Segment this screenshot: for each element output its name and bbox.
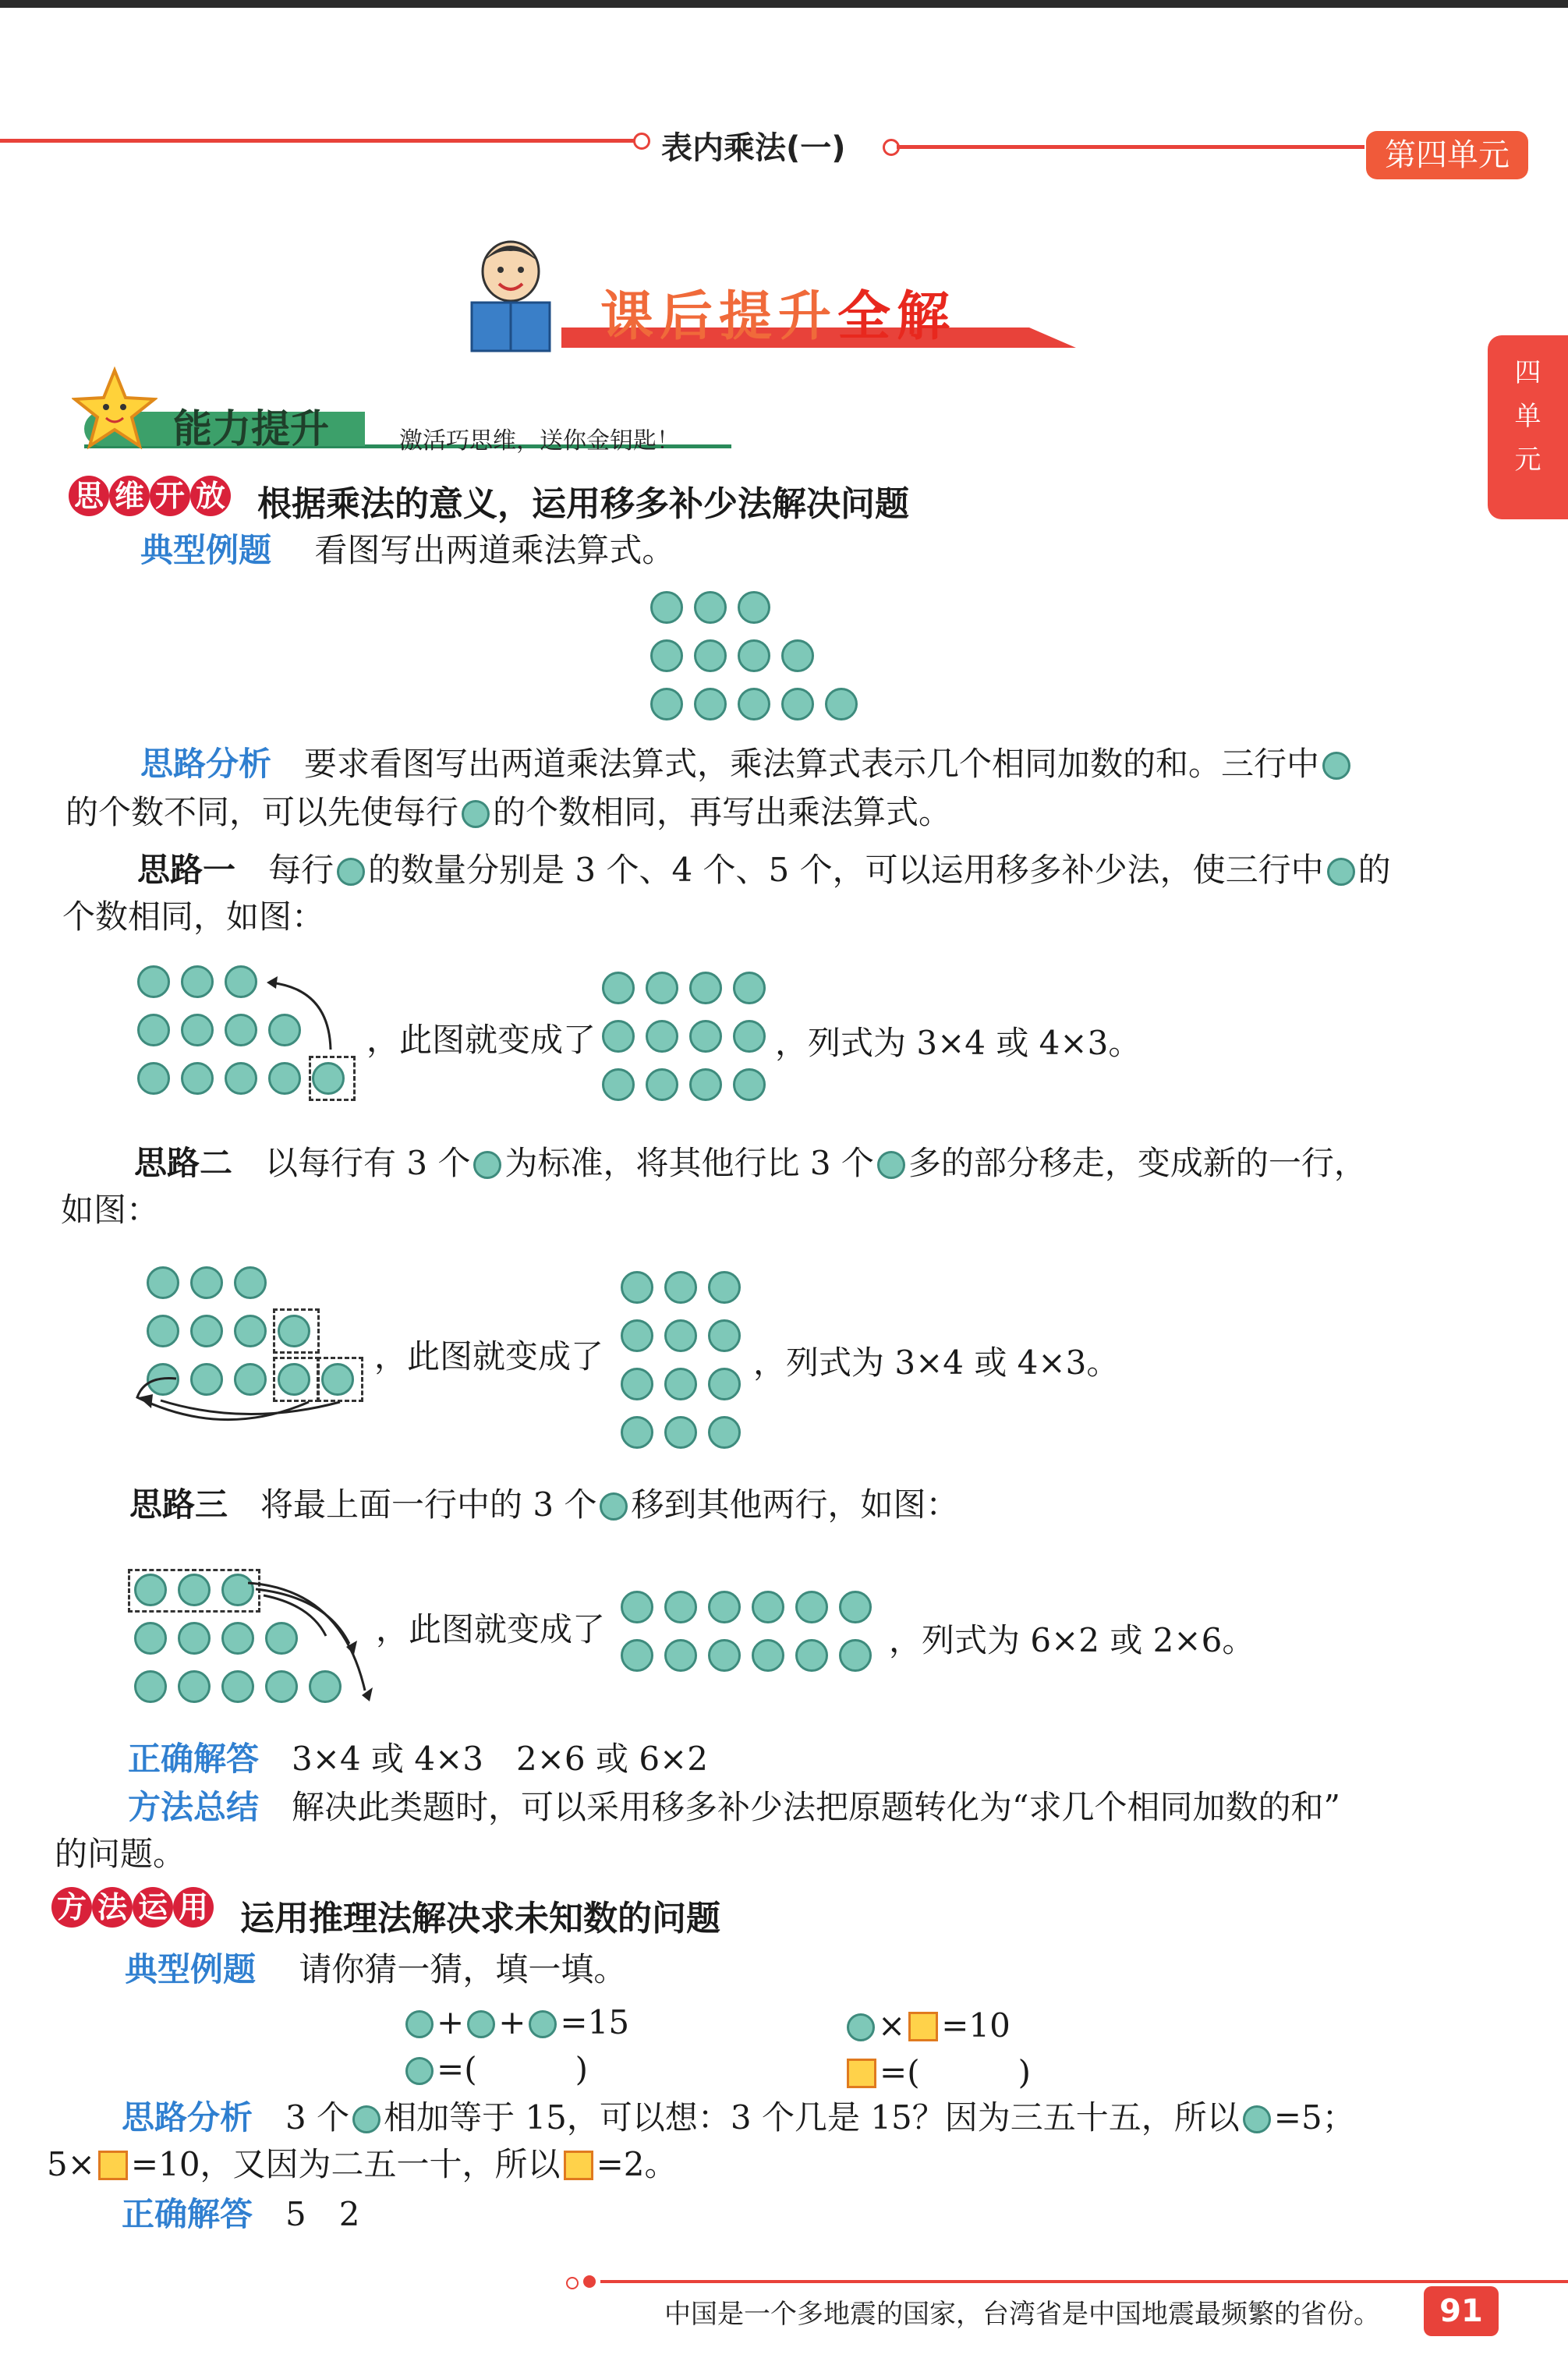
star-icon bbox=[72, 366, 158, 455]
square-icon bbox=[98, 2151, 128, 2180]
analysis-text: 3 个 bbox=[285, 2098, 350, 2137]
dot bbox=[664, 1319, 697, 1352]
dot bbox=[738, 591, 770, 624]
side-tab-char: 四 bbox=[1514, 357, 1541, 388]
analysis-text: =10，又因为二五一十，所以 bbox=[130, 2145, 561, 2183]
side-tab-char: 元 bbox=[1514, 444, 1541, 476]
dot bbox=[664, 1639, 697, 1672]
dot bbox=[689, 1020, 722, 1053]
banner-title bbox=[600, 274, 956, 350]
analysis-text: =5； bbox=[1273, 2098, 1355, 2137]
idea2-becomes: ，此图就变成了 bbox=[374, 1337, 604, 1375]
banner-title-part1: 课后提升 bbox=[600, 286, 838, 348]
answer-label: 正确解答 bbox=[128, 1740, 260, 1778]
analysis-text: 要求看图写出两道乘法算式，乘法算式表示几个相同加数的和。三行中 bbox=[304, 745, 1320, 783]
circle-icon bbox=[352, 2105, 380, 2133]
section2-tag-char: 用 bbox=[173, 1887, 214, 1928]
side-tab bbox=[1488, 335, 1568, 519]
summary-text: 解决此类题时，可以采用移多补少法把原题转化为“求几个相同加数的和” bbox=[292, 1788, 1340, 1826]
dot bbox=[646, 1020, 678, 1053]
dot bbox=[225, 1014, 257, 1046]
dot bbox=[752, 1639, 784, 1672]
circle-icon bbox=[1327, 858, 1355, 886]
ability-slogan: 激活巧思维，送你金钥匙！ bbox=[399, 427, 680, 455]
dot bbox=[664, 1591, 697, 1623]
section1-answer bbox=[128, 1736, 708, 1783]
dot bbox=[225, 1062, 257, 1095]
dot bbox=[137, 1014, 170, 1046]
banner-title-part2: 全解 bbox=[837, 286, 957, 348]
analysis-text: 的个数不同，可以先使每行 bbox=[65, 793, 459, 831]
dot bbox=[738, 688, 770, 720]
section2-tag-char: 法 bbox=[92, 1887, 133, 1928]
dot bbox=[602, 1020, 635, 1053]
section1-tag bbox=[69, 476, 231, 516]
dot bbox=[268, 1062, 301, 1095]
dot bbox=[733, 1068, 766, 1101]
square-icon bbox=[564, 2151, 593, 2180]
idea1-formula: ，列式为 3×4 或 4×3。 bbox=[775, 1024, 1141, 1062]
dot bbox=[234, 1315, 267, 1347]
dot bbox=[825, 688, 858, 720]
equation-1 bbox=[402, 1999, 629, 2046]
section1-analysis-2 bbox=[65, 789, 951, 836]
square-icon bbox=[847, 2059, 876, 2088]
answer-text: 5 2 bbox=[285, 2195, 360, 2233]
section2-heading: 运用推理法解决求未知数的问题 bbox=[240, 1899, 720, 1938]
section1-tag-char: 放 bbox=[190, 476, 231, 516]
dot bbox=[781, 639, 814, 672]
section1-summary-2 bbox=[55, 1831, 186, 1878]
circle-icon bbox=[467, 2010, 495, 2038]
dot bbox=[621, 1368, 653, 1400]
chapter-title: 表内乘法(一) bbox=[661, 130, 846, 166]
dot bbox=[795, 1639, 828, 1672]
dot bbox=[602, 1068, 635, 1101]
section2-analysis-2 bbox=[47, 2141, 677, 2188]
section1-tag-char: 思 bbox=[69, 476, 109, 516]
dot bbox=[708, 1639, 741, 1672]
answer-label: 正确解答 bbox=[122, 2195, 253, 2233]
idea3-text: 将最上面一行中的 3 个 bbox=[260, 1485, 597, 1524]
section1-summary bbox=[128, 1784, 1340, 1831]
dot bbox=[134, 1622, 167, 1655]
dot bbox=[694, 591, 727, 624]
analysis-text: 的个数相同，再写出乘法算式。 bbox=[493, 793, 952, 831]
idea2-text: 为标准，将其他行比 3 个 bbox=[504, 1144, 874, 1182]
dot bbox=[621, 1416, 653, 1449]
dot bbox=[664, 1368, 697, 1400]
section2-analysis bbox=[122, 2094, 1355, 2141]
footer-dot bbox=[566, 2277, 579, 2289]
dashed-box bbox=[309, 1056, 356, 1101]
idea3-formula: ，列式为 6×2 或 2×6。 bbox=[889, 1621, 1255, 1659]
answer-blank-1 bbox=[402, 2046, 588, 2093]
blank-text: =( ) bbox=[437, 2050, 588, 2088]
idea1-becomes: ，此图就变成了 bbox=[366, 1021, 596, 1059]
dot bbox=[621, 1639, 653, 1672]
header-rule-right bbox=[897, 145, 1364, 149]
idea1-text: 每行 bbox=[268, 851, 334, 889]
plus-sign: + bbox=[498, 2003, 526, 2041]
blank-text: =( ) bbox=[880, 2053, 1031, 2091]
arrow-icon bbox=[248, 1574, 388, 1722]
dot bbox=[689, 972, 722, 1004]
idea1-text: 的数量分别是 3 个、4 个、5 个，可以运用移多补少法，使三行中 bbox=[368, 851, 1324, 889]
dot bbox=[147, 1266, 179, 1299]
footer-rule bbox=[600, 2280, 1568, 2283]
dot bbox=[795, 1591, 828, 1623]
circle-icon bbox=[1243, 2105, 1271, 2133]
side-tab-char: 单 bbox=[1514, 401, 1541, 432]
circle-icon bbox=[600, 1492, 628, 1521]
dot bbox=[178, 1622, 211, 1655]
circle-icon bbox=[405, 2010, 434, 2038]
idea1-figure-right bbox=[602, 972, 766, 1117]
dot bbox=[708, 1271, 741, 1304]
dot bbox=[181, 1014, 214, 1046]
example-text: 看图写出两道乘法算式。 bbox=[314, 531, 675, 569]
dot bbox=[147, 1315, 179, 1347]
example-dot-grid bbox=[650, 591, 858, 736]
idea2-text: 以每行有 3 个 bbox=[265, 1144, 471, 1182]
idea1-text: 个数相同，如图： bbox=[62, 897, 325, 936]
equation-2 bbox=[844, 2002, 1011, 2049]
section1-example bbox=[140, 527, 674, 574]
dot bbox=[646, 1068, 678, 1101]
idea2-text: 多的部分移走，变成新的一行， bbox=[908, 1144, 1367, 1182]
dot bbox=[664, 1416, 697, 1449]
dot bbox=[621, 1271, 653, 1304]
dashed-box bbox=[128, 1569, 260, 1613]
dot bbox=[650, 591, 683, 624]
circle-icon bbox=[847, 2013, 875, 2041]
ability-title: 能力提升 bbox=[173, 406, 329, 451]
dot bbox=[181, 965, 214, 998]
analysis-text: 5× bbox=[47, 2145, 95, 2183]
idea1-line bbox=[137, 847, 1391, 894]
plus-sign: + bbox=[437, 2003, 465, 2041]
dot bbox=[752, 1591, 784, 1623]
section2-tag bbox=[51, 1887, 214, 1928]
circle-icon bbox=[529, 2010, 557, 2038]
dot bbox=[190, 1315, 223, 1347]
idea1-line-2 bbox=[62, 894, 324, 940]
square-icon bbox=[908, 2012, 938, 2041]
idea3-text: 移到其他两行，如图： bbox=[631, 1485, 959, 1524]
equals-text: =15 bbox=[560, 2003, 630, 2041]
dot bbox=[839, 1639, 872, 1672]
circle-icon bbox=[473, 1151, 501, 1179]
circle-icon bbox=[1322, 752, 1350, 780]
idea3-figure-left bbox=[131, 1574, 388, 1722]
example-label: 典型例题 bbox=[140, 531, 272, 569]
idea3-figure-right bbox=[621, 1591, 872, 1687]
dot bbox=[134, 1670, 167, 1703]
times-sign: × bbox=[878, 2006, 906, 2045]
dot bbox=[733, 1020, 766, 1053]
reading-boy-icon bbox=[460, 234, 561, 359]
dot bbox=[708, 1416, 741, 1449]
section1-tag-char: 开 bbox=[150, 476, 190, 516]
circle-icon bbox=[405, 2057, 434, 2085]
dashed-box bbox=[273, 1308, 320, 1354]
page-number: 91 bbox=[1424, 2286, 1499, 2336]
dot bbox=[650, 688, 683, 720]
section1-analysis bbox=[140, 741, 1354, 788]
footer-note: 中国是一个多地震的国家，台湾省是中国地震最频繁的省份。 bbox=[664, 2299, 1380, 2330]
dot bbox=[178, 1670, 211, 1703]
section1-heading: 根据乘法的意义，运用移多补少法解决问题 bbox=[257, 484, 909, 524]
dot bbox=[602, 972, 635, 1004]
idea1-figure-left bbox=[137, 965, 371, 1106]
idea2-line bbox=[134, 1140, 1367, 1187]
dot bbox=[646, 972, 678, 1004]
section2-answer bbox=[122, 2191, 359, 2238]
idea2-label: 思路二 bbox=[134, 1144, 233, 1182]
equals-text: =10 bbox=[941, 2006, 1011, 2045]
dot bbox=[234, 1266, 267, 1299]
idea3-becomes: ，此图就变成了 bbox=[376, 1610, 606, 1648]
section2-tag-char: 运 bbox=[133, 1887, 173, 1928]
unit-badge: 第四单元 bbox=[1366, 131, 1528, 179]
circle-icon bbox=[337, 858, 365, 886]
idea2-figure-right bbox=[621, 1271, 741, 1464]
section2-example bbox=[125, 1946, 626, 1993]
dot bbox=[708, 1319, 741, 1352]
dot bbox=[137, 965, 170, 998]
idea2-text: 如图： bbox=[61, 1191, 160, 1229]
top-edge bbox=[0, 0, 1568, 8]
arrow-icon bbox=[254, 965, 348, 1059]
circle-icon bbox=[462, 800, 490, 828]
dot bbox=[781, 688, 814, 720]
header-rule-dot-left bbox=[633, 133, 650, 150]
dot bbox=[839, 1591, 872, 1623]
circle-icon bbox=[877, 1151, 905, 1179]
example-text: 请你猜一猜，填一填。 bbox=[299, 1950, 627, 1988]
dot bbox=[694, 688, 727, 720]
dot bbox=[733, 972, 766, 1004]
idea2-figure-left bbox=[129, 1266, 387, 1422]
idea1-text: 的 bbox=[1357, 851, 1391, 889]
summary-label: 方法总结 bbox=[128, 1788, 260, 1826]
dot bbox=[708, 1591, 741, 1623]
dot bbox=[708, 1368, 741, 1400]
dot bbox=[621, 1591, 653, 1623]
dot bbox=[181, 1062, 214, 1095]
dot bbox=[137, 1062, 170, 1095]
analysis-label: 思路分析 bbox=[140, 745, 272, 783]
dot bbox=[694, 639, 727, 672]
summary-text: 的问题。 bbox=[55, 1835, 186, 1873]
section1-tag-char: 维 bbox=[109, 476, 150, 516]
idea2-formula: ，列式为 3×4 或 4×3。 bbox=[753, 1344, 1120, 1382]
section2-tag-char: 方 bbox=[51, 1887, 92, 1928]
dot bbox=[738, 639, 770, 672]
dot bbox=[190, 1266, 223, 1299]
idea2-line-2 bbox=[61, 1187, 159, 1234]
idea3-label: 思路三 bbox=[129, 1485, 228, 1524]
idea1-label: 思路一 bbox=[137, 851, 236, 889]
example-label: 典型例题 bbox=[125, 1950, 257, 1988]
answer-text: 3×4 或 4×3 2×6 或 6×2 bbox=[292, 1740, 708, 1778]
dot bbox=[664, 1271, 697, 1304]
analysis-text: 相加等于 15，可以想：3 个几是 15？因为三五十五，所以 bbox=[384, 2098, 1240, 2137]
answer-blank-2 bbox=[844, 2049, 1031, 2096]
arrow-icon bbox=[129, 1352, 348, 1430]
dot bbox=[621, 1319, 653, 1352]
analysis-text: =2。 bbox=[596, 2145, 678, 2183]
dot bbox=[225, 965, 257, 998]
analysis-label: 思路分析 bbox=[122, 2098, 253, 2137]
dot bbox=[689, 1068, 722, 1101]
dot bbox=[650, 639, 683, 672]
header-rule-left bbox=[0, 139, 639, 143]
footer-dot bbox=[583, 2275, 596, 2288]
idea3-line bbox=[129, 1482, 958, 1528]
